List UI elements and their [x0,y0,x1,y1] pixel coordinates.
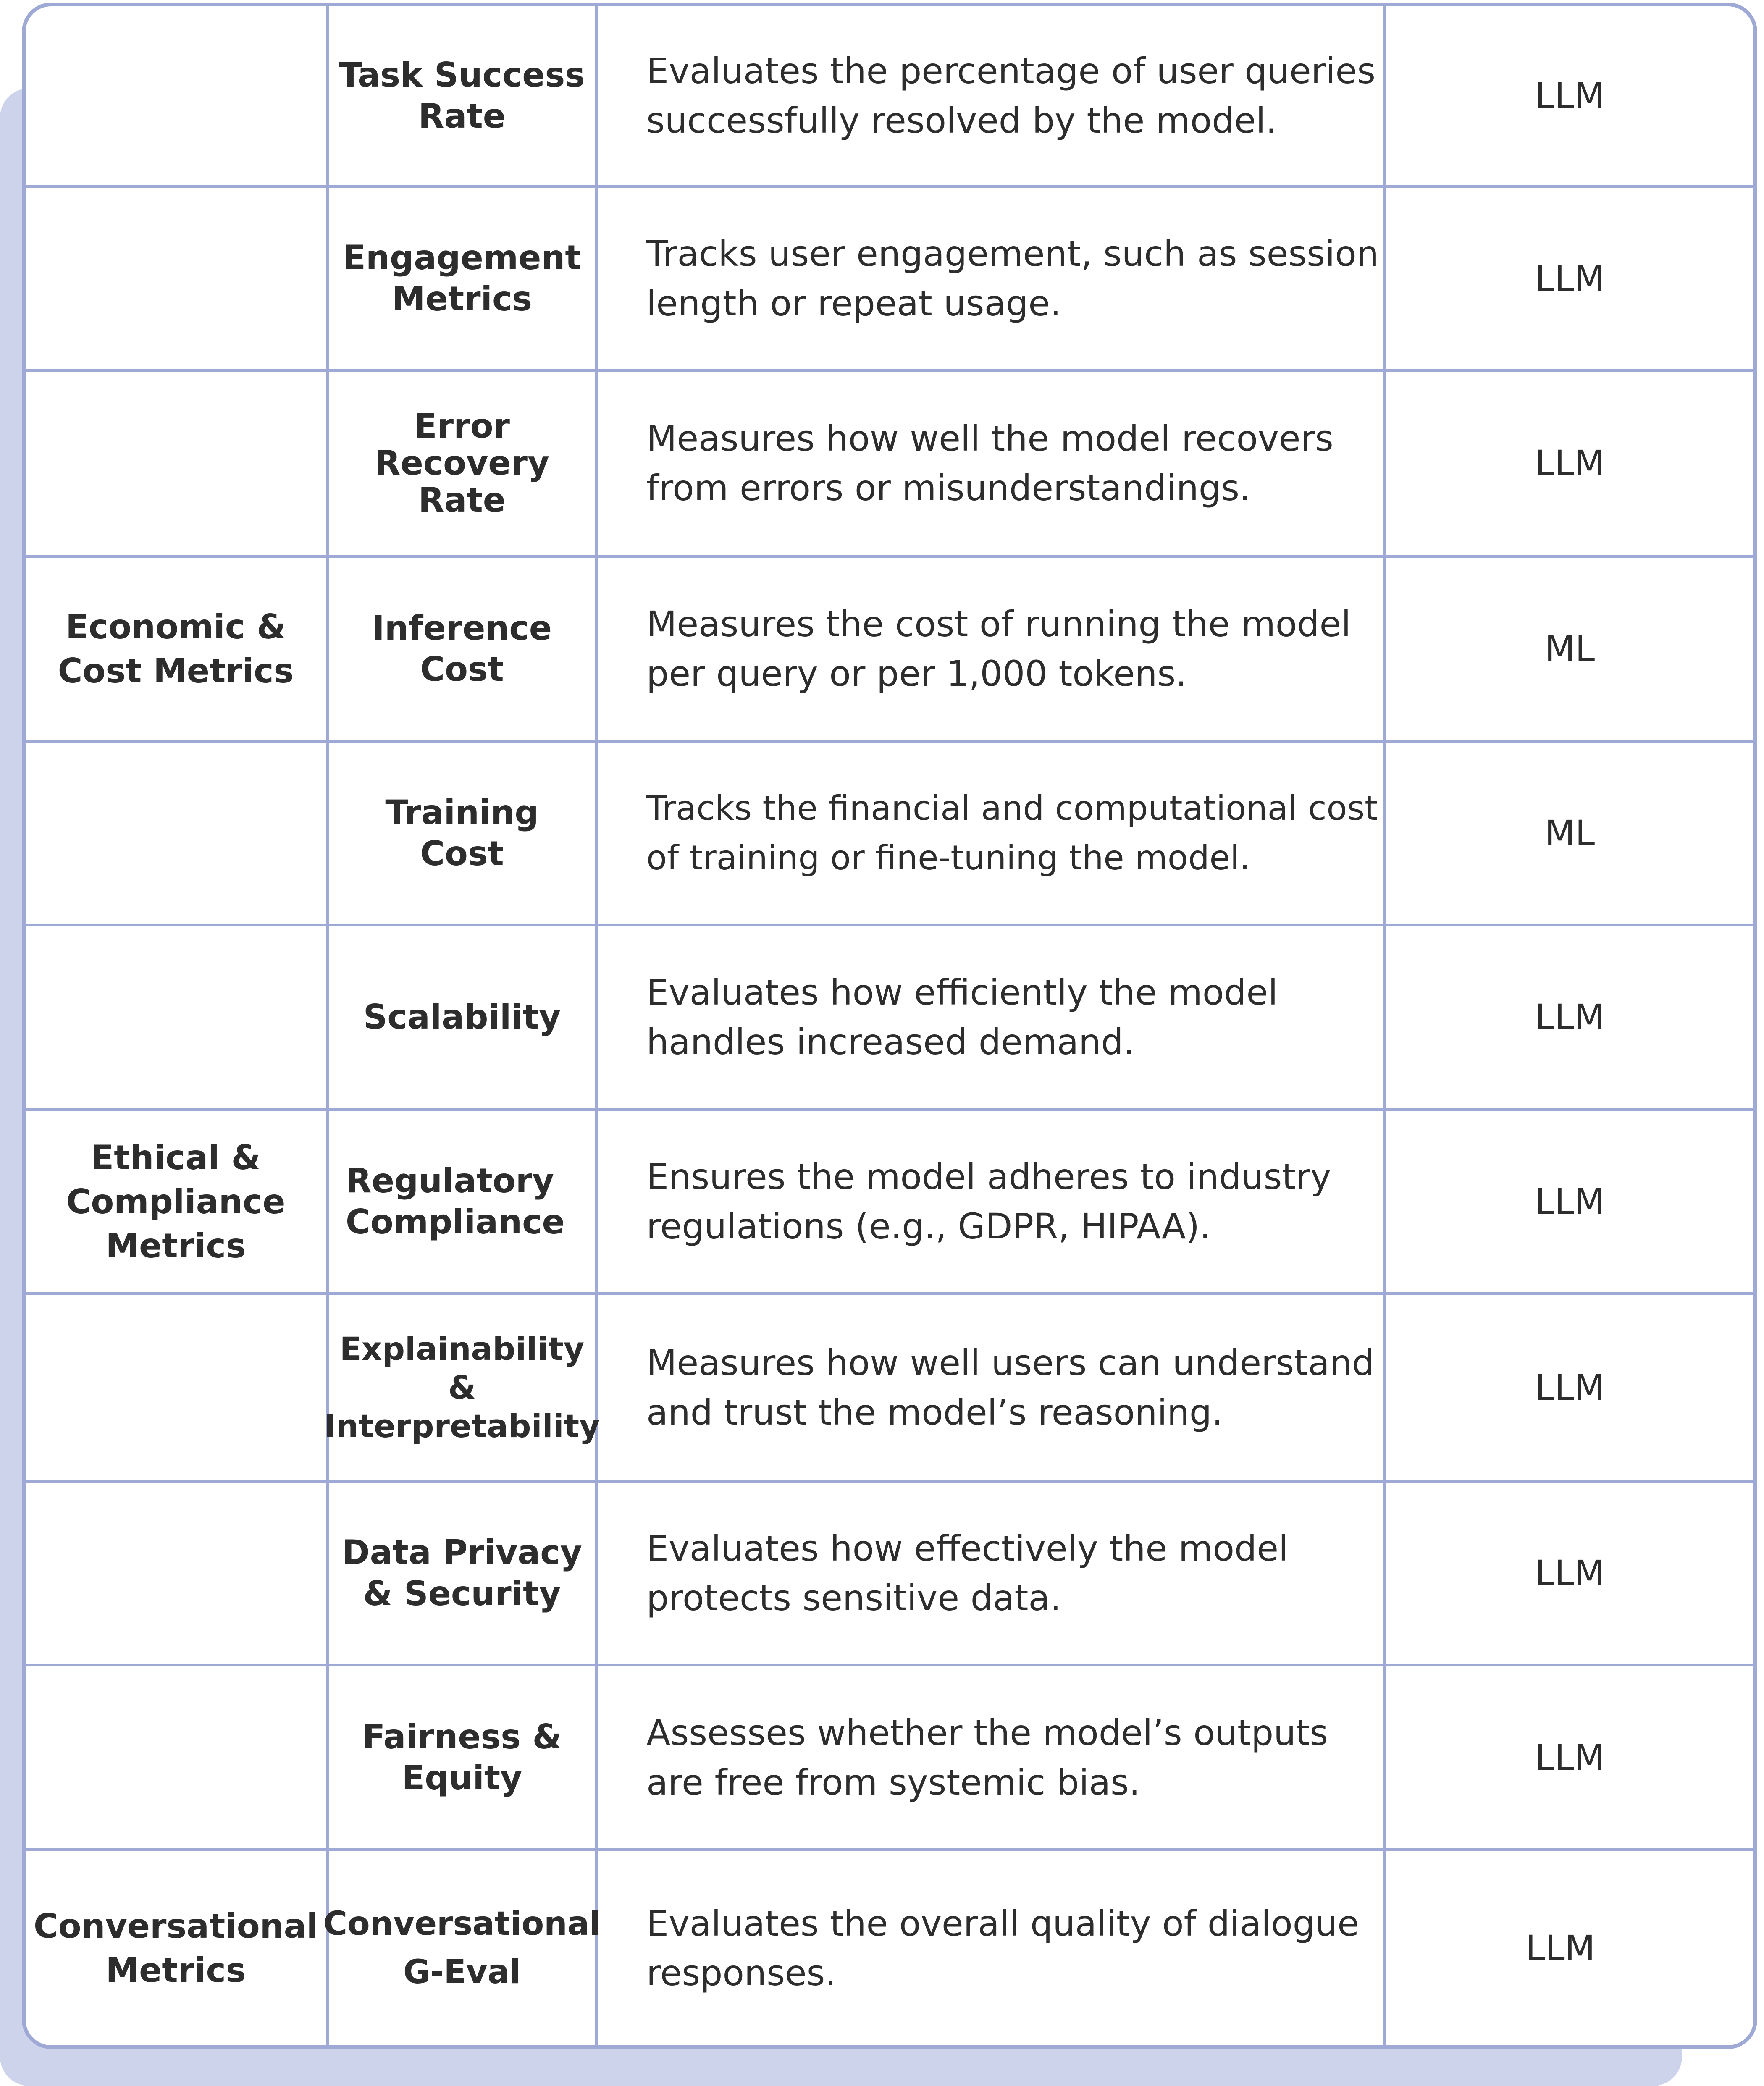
model-type-cell: LLM [1535,997,1605,1038]
category-cell [26,372,326,555]
metric-name-cell: Fairness & Equity [362,1717,562,1797]
category-cell [26,6,326,185]
category-cell [26,1295,326,1480]
description-cell: Evaluates the overall quality of dialogue responses. [646,1903,1359,1994]
category-cell [26,1666,326,1848]
model-type-cell: LLM [1535,1181,1605,1222]
model-type-cell: LLM [1535,1552,1605,1594]
category-cell [26,1483,326,1664]
description-cell: Assesses whether the model’s outputs are free from systemic bias. [646,1712,1328,1803]
metric-name-cell: Training Cost [385,792,539,873]
column-divider [326,6,329,2045]
row-divider [26,1108,1754,1111]
model-type-cell: LLM [1535,75,1605,116]
row-divider [26,1480,1754,1483]
description-cell: Measures how well users can understand and trust the model’s reasoning. [646,1342,1375,1433]
description-cell: Evaluates the percentage of user queries successfully resolved by the model. [646,50,1376,141]
category-cell: Economic & Cost Metrics [58,607,294,690]
description-cell: Tracks user engagement, such as session length or repeat usage. [646,233,1379,324]
category-cell: Ethical & Compliance Metrics [66,1138,286,1265]
description-cell: Measures the cost of running the model per query or per 1,000 tokens. [646,603,1351,694]
row-divider [26,924,1754,926]
model-type-cell: ML [1544,812,1595,854]
metric-name-cell: Data Privacy & Security [342,1532,582,1613]
metrics-table [22,3,1757,2049]
description-cell: Ensures the model adheres to industry regulations (e.g., GDPR, HIPAA). [646,1156,1331,1247]
column-divider [1383,6,1386,2045]
column-divider [595,6,598,2045]
model-type-cell: LLM [1525,1928,1596,1969]
row-divider [26,1292,1754,1295]
category-cell: Conversational Metrics [33,1907,318,1990]
category-cell [26,926,326,1108]
metric-name-cell: Explainability & Interpretability [324,1330,600,1445]
row-divider [26,555,1754,558]
model-type-cell: LLM [1535,1737,1605,1778]
metric-name-cell: Scalability [363,997,561,1036]
row-divider [26,369,1754,372]
model-type-cell: LLM [1535,1367,1605,1408]
metric-name-cell: Conversational G-Eval [323,1905,601,1991]
metric-name-cell: Engagement Metrics [343,238,581,318]
category-cell [26,188,326,369]
metric-name-cell: Task Success Rate [339,55,585,136]
model-type-cell: LLM [1535,443,1605,484]
metric-name-cell: Regulatory Compliance [346,1161,565,1241]
row-divider [26,185,1754,188]
category-cell [26,743,326,924]
description-cell: Evaluates how effectively the model protects sensitive data. [646,1527,1289,1619]
model-type-cell: LLM [1535,257,1605,299]
description-cell: Measures how well the model recovers from errors or misunderstandings. [646,418,1334,509]
description-cell: Tracks the financial and computational cost of training or fine-tuning the model. [646,788,1378,877]
model-type-cell: ML [1544,628,1595,669]
metric-name-cell: Inference Cost [372,608,552,689]
row-divider [26,1848,1754,1851]
row-divider [26,740,1754,743]
metric-name-cell: Error Recovery Rate [374,407,550,520]
row-divider [26,1664,1754,1666]
description-cell: Evaluates how efficiently the model handles increased demand. [646,972,1278,1063]
